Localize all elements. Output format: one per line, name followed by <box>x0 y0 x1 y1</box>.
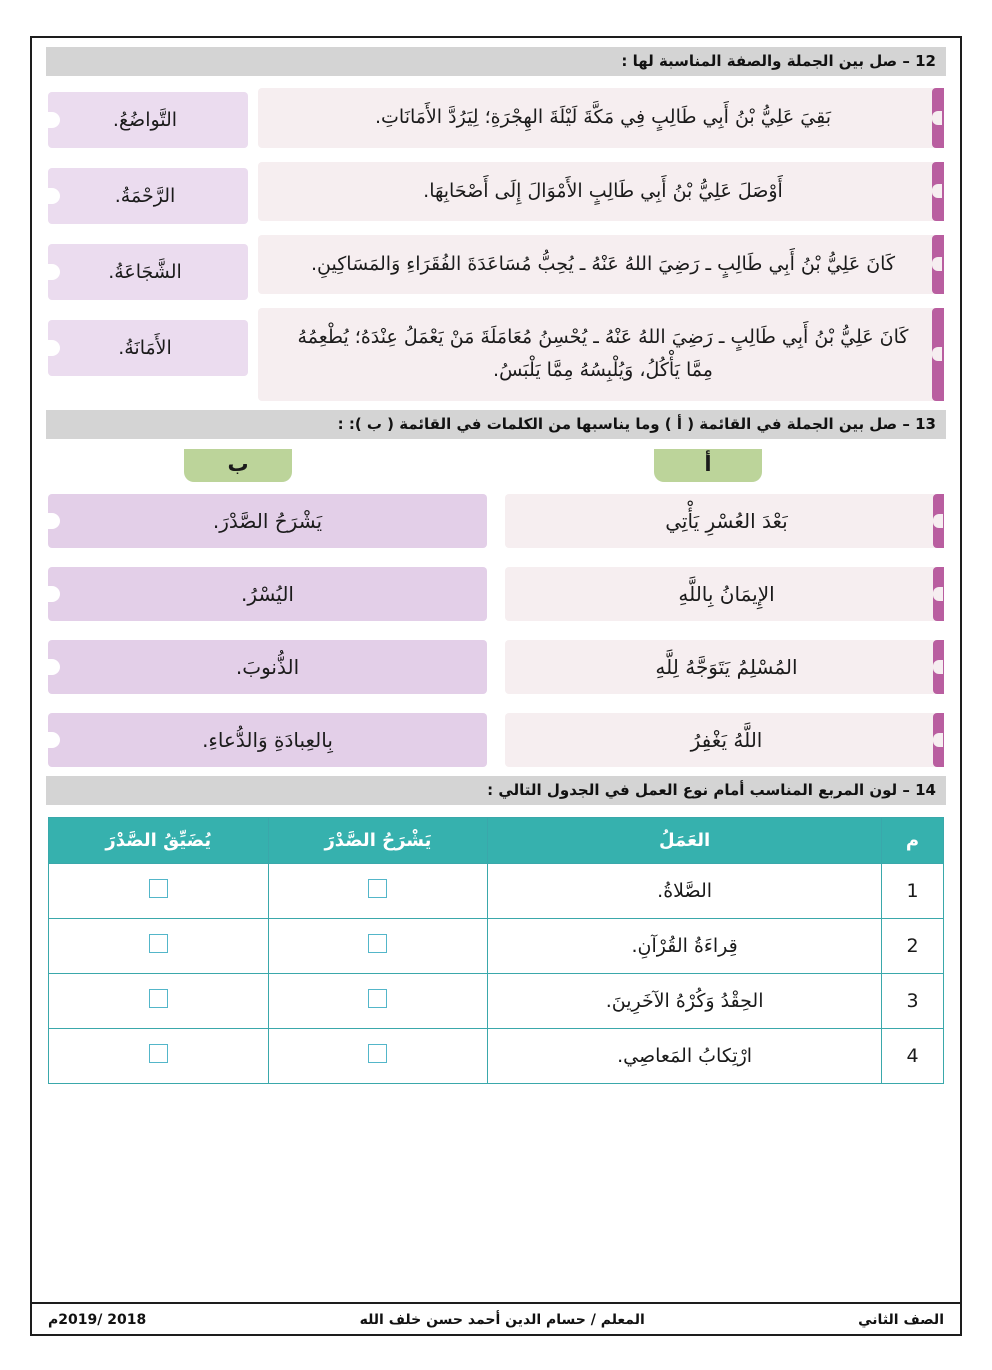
checkbox-expands[interactable] <box>368 1044 387 1063</box>
row-number: 1 <box>882 864 944 919</box>
checkbox-narrows[interactable] <box>149 879 168 898</box>
q12-trait-card[interactable]: التَّواضُعُ. <box>48 92 248 148</box>
row-work: الصَّلاةُ. <box>488 864 882 919</box>
q13-column-b <box>48 494 487 767</box>
footer-grade: الصف الثاني <box>858 1312 944 1328</box>
checkbox-expands[interactable] <box>368 934 387 953</box>
q14-table-wrap <box>48 817 944 1084</box>
q12-trait-card[interactable]: الشَّجَاعَةُ. <box>48 244 248 300</box>
row-narrows-cell[interactable] <box>49 1029 269 1084</box>
q12-heading: 12 – صل بين الجملة والصفة المناسبة لها : <box>46 47 946 76</box>
row-expands-cell[interactable] <box>268 1029 488 1084</box>
q12-sentences-column <box>258 88 944 400</box>
table-row <box>49 919 944 974</box>
q13-heading: 13 – صل بين الجملة في القائمة ( أ ) وما يناسبها من الكلمات في القائمة ( ب ): : <box>46 410 946 439</box>
q13-tabs-row <box>48 449 944 482</box>
row-work: ارْتِكابُ المَعاصِي. <box>488 1029 882 1084</box>
row-expands-cell[interactable] <box>268 919 488 974</box>
footer-teacher: المعلم / حسام الدين أحمد حسن خلف الله <box>359 1312 645 1328</box>
q12-sentence-card[interactable]: كَانَ عَلِيُّ بْنُ أَبِي طَالِبٍ ـ رَضِيَ اللهُ عَنْهُ ـ يُحْسِنُ مُعَامَلَةَ مَنْ يَعْمَلُ عِنْدَهُ؛ يُطْعِمُهُ مِمَّا يَأْكُلُ، وَيُلْبِسُهُ مِمَّا يَلْبَسُ. <box>258 308 944 401</box>
checkbox-expands[interactable] <box>368 989 387 1008</box>
q14-table <box>48 817 944 1084</box>
table-header-row <box>49 818 944 864</box>
q13-tab-a: أ <box>654 449 762 482</box>
q12-sentence-card[interactable]: بَقِيَ عَلِيُّ بْنُ أَبِي طَالِبٍ فِي مَكَّةَ لَيْلَةَ الهِجْرَةِ؛ لِيَرُدَّ الأَمَانَاتِ. <box>258 88 944 147</box>
q12-trait-card[interactable]: الأَمَانَةُ. <box>48 320 248 376</box>
q13-column-a <box>505 494 944 767</box>
row-work: الحِقْدُ وَكُرْهُ الآخَرِينَ. <box>488 974 882 1029</box>
page-footer <box>32 1302 960 1334</box>
row-narrows-cell[interactable] <box>49 919 269 974</box>
q13-item-a[interactable]: اللَّهُ يَغْفِرُ <box>505 713 944 767</box>
q13-matching-area <box>48 494 944 767</box>
q13-item-a[interactable]: بَعْدَ العُسْرِ يَأْتِي <box>505 494 944 548</box>
row-number: 4 <box>882 1029 944 1084</box>
page-inner <box>32 47 960 1084</box>
row-narrows-cell[interactable] <box>49 864 269 919</box>
row-work: قِراءَةُ القُرْآنِ. <box>488 919 882 974</box>
column-header-num: م <box>882 818 944 864</box>
q13-item-b[interactable]: بِالعِبادَةِ وَالدُّعاءِ. <box>48 713 487 767</box>
q12-sentence-card[interactable]: أَوْصَلَ عَلِيُّ بْنُ أَبِي طَالِبٍ الأَمْوَالَ إِلَى أَصْحَابِهَا. <box>258 162 944 221</box>
row-number: 2 <box>882 919 944 974</box>
row-narrows-cell[interactable] <box>49 974 269 1029</box>
row-number: 3 <box>882 974 944 1029</box>
row-expands-cell[interactable] <box>268 864 488 919</box>
footer-year: 2018 /2019م <box>48 1312 147 1328</box>
q13-tab-b: ب <box>184 449 292 482</box>
q14-heading: 14 – لون المربع المناسب أمام نوع العمل في الجدول التالي : <box>46 776 946 805</box>
q13-item-a[interactable]: الإِيمَانُ بِاللَّهِ <box>505 567 944 621</box>
q13-item-a[interactable]: المُسْلِمُ يَتَوَجَّهُ لِلَّهِ <box>505 640 944 694</box>
table-row <box>49 974 944 1029</box>
checkbox-narrows[interactable] <box>149 934 168 953</box>
q12-matching-area <box>48 88 944 400</box>
column-header-expands: يَشْرَحُ الصَّدْرَ <box>268 818 488 864</box>
q13-item-b[interactable]: يَشْرَحُ الصَّدْرَ. <box>48 494 487 548</box>
q13-item-b[interactable]: الذُّنوبَ. <box>48 640 487 694</box>
column-header-narrows: يُضَيِّقُ الصَّدْرَ <box>49 818 269 864</box>
q12-traits-column <box>48 88 248 376</box>
row-expands-cell[interactable] <box>268 974 488 1029</box>
q12-sentence-card[interactable]: كَانَ عَلِيُّ بْنُ أَبِي طَالِبٍ ـ رَضِيَ اللهُ عَنْهُ ـ يُحِبُّ مُسَاعَدَةَ الفُقَرَاءِ وَالمَسَاكِينِ. <box>258 235 944 294</box>
table-row <box>49 864 944 919</box>
worksheet-page <box>30 36 962 1336</box>
q13-item-b[interactable]: اليُسْرُ. <box>48 567 487 621</box>
q12-trait-card[interactable]: الرَّحْمَةُ. <box>48 168 248 224</box>
checkbox-expands[interactable] <box>368 879 387 898</box>
q13-area <box>48 449 944 767</box>
checkbox-narrows[interactable] <box>149 989 168 1008</box>
column-header-work: العَمَلُ <box>488 818 882 864</box>
checkbox-narrows[interactable] <box>149 1044 168 1063</box>
table-row <box>49 1029 944 1084</box>
